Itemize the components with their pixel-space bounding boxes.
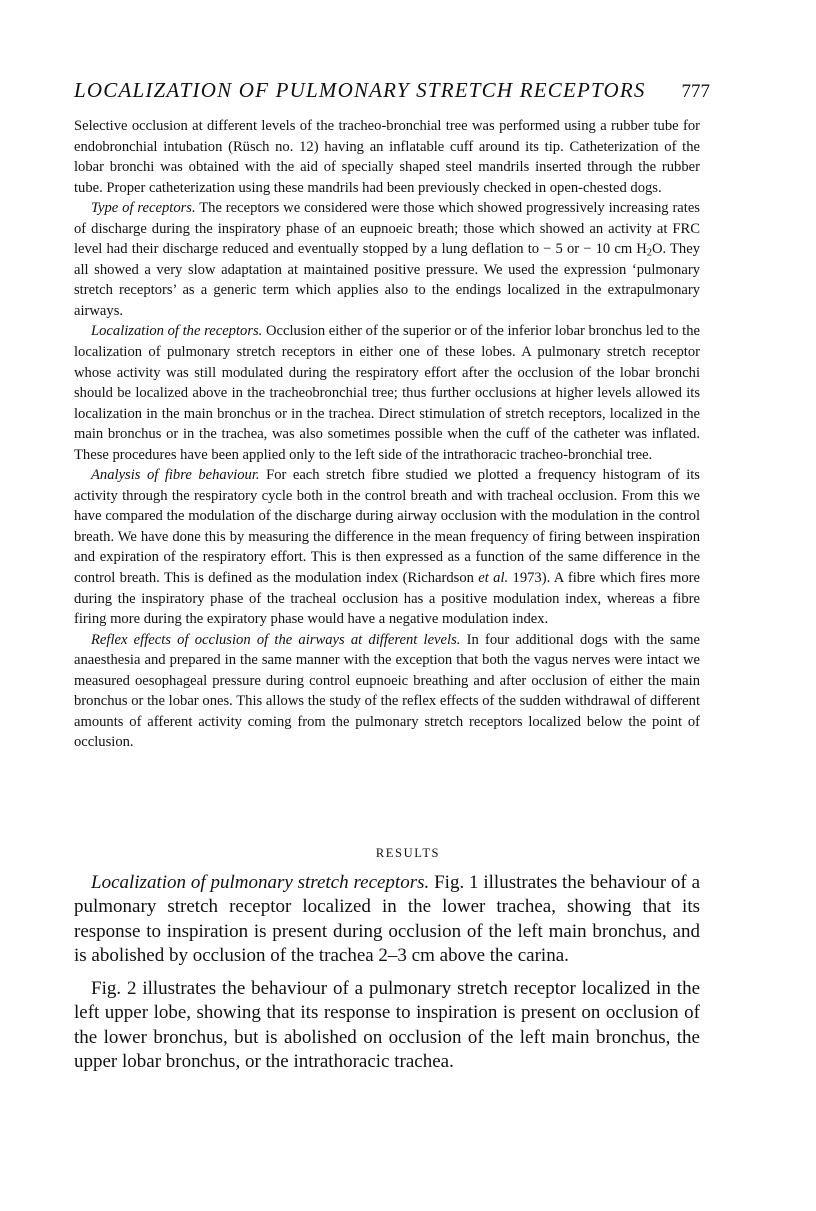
paragraph-text: Selective occlusion at different levels of the tracheo-bronchial tree was performed using a rubber tube for endobronchial intubation (Rüsch no. 12) having an inflatable cuff around its tip. Catheterization of the lobar bronchi was obtained with the aid of specially shaped steel mandrils inserted through the rubber tube. Proper catheterization using these mandrils had been previously checked in open-chested dogs. — [74, 118, 700, 196]
methods-paragraph-localization — [74, 321, 700, 465]
results-paragraph-fig1 — [74, 871, 700, 968]
page-number: 777 — [681, 81, 710, 102]
paragraph-lead: Reflex effects of occlusion of the airways at different levels. — [91, 631, 461, 648]
methods-paragraph-occlusion — [74, 116, 700, 198]
paragraph-text: Occlusion either of the superior or of the inferior lobar bronchus led to the localization of pulmonary stretch receptors in either one of these lobes. A pulmonary stretch receptor whose activity was still modulated during the respiratory effort after the occlusion of the lobar bronchi should be localized above in the tracheobronchial tree; thus further occlusions at higher levels allowed its localization in the main bronchus or in the trachea. Direct stimulation of stretch receptors, localized in the main bronchus or in the trachea, was also sometimes possible when the cuff of the catheter was inflated. These procedures have been applied only to the left side of the intrathoracic tracheo-bronchial tree. — [74, 323, 701, 463]
paragraph-text: O. They all showed a very slow adaptation at maintained positive pressure. We used the expression ‘pulmonary stretch receptors’ as a generic term which applies also to the endings localized in the extrapulmonary airways. — [74, 241, 700, 319]
paragraph-lead: Localization of the receptors. — [91, 323, 263, 340]
methods-paragraph-fibre-analysis — [74, 465, 700, 629]
paragraph-text: For each stretch fibre studied we plotted a frequency histogram of its activity through the respiratory cycle both in the control breath and with tracheal occlusion. From this we have compared the modulation of the discharge during airway occlusion with the modulation in the control breath. We have done this by measuring the difference in the mean frequency of firing between inspiration and expiration of the respiratory effort. This is then expressed as a function of the same difference in the control breath. This is defined as the modulation index (Richardson — [74, 467, 700, 587]
running-header — [74, 78, 710, 103]
results-section — [74, 871, 700, 1083]
paragraph-text: In four additional dogs with the same anaesthesia and prepared in the same manner with the exception that both the vagus nerves were intact we measured oesophageal pressure during control eupnoeic breathing and after occlusion of either the main bronchus or the lobar ones. This allows the study of the reflex effects of the sudden withdrawal of different amounts of afferent activity coming from the pulmonary stretch receptors localized below the point of occlusion. — [74, 631, 701, 751]
results-paragraph-fig2 — [74, 977, 700, 1074]
citation-et-al: et al. — [478, 570, 509, 587]
subscript: 2 — [646, 247, 652, 259]
paragraph-lead: Localization of pulmonary stretch receptors. — [91, 872, 430, 893]
running-title: LOCALIZATION OF PULMONARY STRETCH RECEPTORS — [74, 78, 646, 102]
paragraph-text: The receptors we considered were those which showed progressively increasing rates of discharge during the inspiratory phase of an eupnoeic breath; those which showed an activity at FRC level had their discharge reduced and eventually stopped by a lung deflation to − 5 or − 10 cm H — [74, 200, 700, 258]
results-heading: RESULTS — [375, 846, 441, 860]
paragraph-lead: Type of receptors. — [91, 200, 196, 217]
methods-paragraph-reflex-effects — [74, 630, 700, 753]
paragraph-text: Fig. 2 illustrates the behaviour of a pulmonary stretch receptor localized in the left upper lobe, showing that its response to inspiration is present on occlusion of the lower bronchus, but is abolished on occlusion of the left main bronchus, the upper lobar bronchus, or the intrathoracic trachea. — [74, 978, 700, 1073]
paragraph-lead: Analysis of fibre behaviour. — [91, 467, 260, 484]
methods-section — [74, 116, 700, 753]
paragraph-text: 1973). A fibre which fires more during the inspiratory phase of the tracheal occlusion has a positive modulation index, whereas a fibre firing more during the expiratory phase would have a negative modulation index. — [74, 570, 700, 628]
methods-paragraph-receptor-types — [74, 198, 700, 321]
paragraph-text: Fig. 1 illustrates the behaviour of a pulmonary stretch receptor localized in the lower trachea, showing that its response to inspiration is present during occlusion of the left main bronchus, and is abolished by occlusion of the trachea 2–3 cm above the carina. — [74, 872, 700, 966]
